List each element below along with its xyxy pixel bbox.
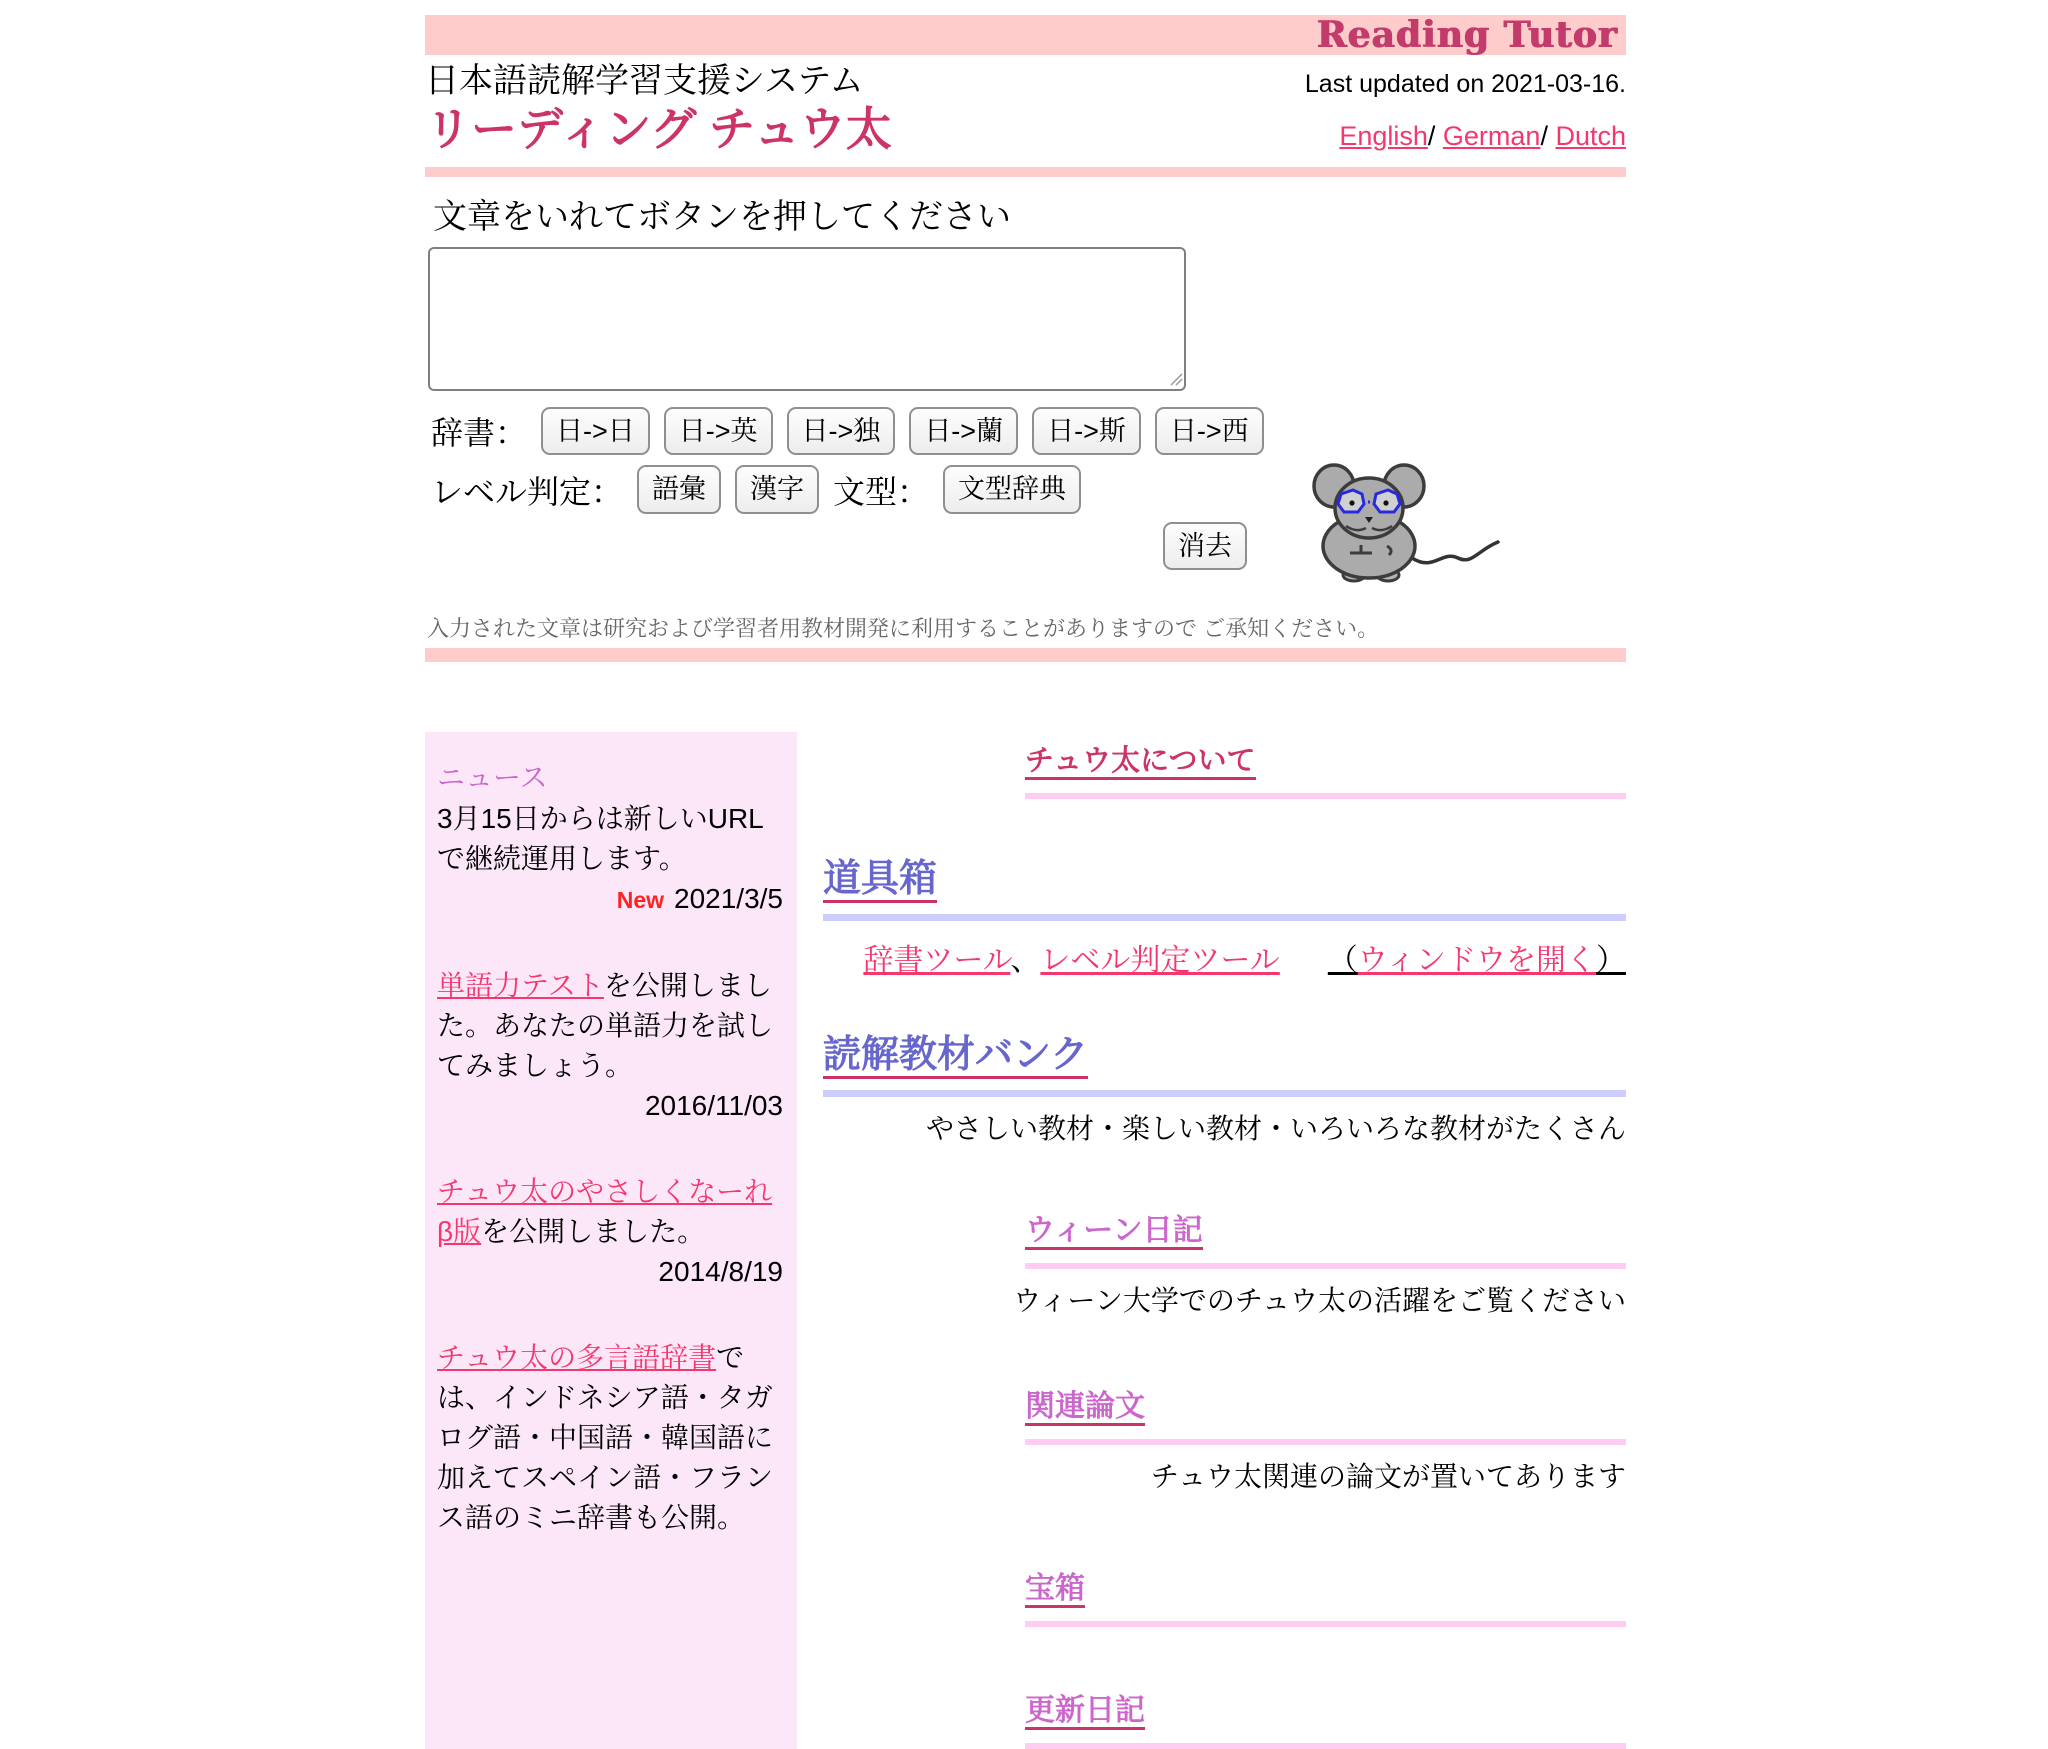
- form-instruction: 文章をいれてボタンを押してください: [433, 198, 1011, 236]
- pattern-dictionary-button[interactable]: 文型辞典: [943, 465, 1081, 513]
- rule-blue: [823, 1090, 1626, 1097]
- reading-bank-description: やさしい教材・楽しい教材・いろいろな教材がたくさん: [925, 1112, 1626, 1144]
- news-title: ニュース: [437, 761, 548, 793]
- news-date-row: [437, 879, 783, 920]
- header-row-2: [425, 104, 1626, 161]
- section-update-diary: [1025, 1685, 1626, 1729]
- header-row-1: [425, 61, 1626, 104]
- divider-bar-bottom: [425, 648, 1626, 662]
- lower-columns: [425, 732, 1626, 1749]
- rule-pink: [1025, 1263, 1626, 1269]
- usage-notice: 入力された文章は研究および学習者用教材開発に利用することがありますので ご承知ください。: [427, 615, 1380, 641]
- rule-pink: [1025, 793, 1626, 799]
- news-link-multilingual-dict[interactable]: チュウ太の多言語辞書: [437, 1341, 717, 1373]
- news-text: を公開しました。: [481, 1215, 706, 1247]
- main-links-column: [823, 732, 1626, 1749]
- dict-button-ja-de[interactable]: 日->独: [787, 407, 896, 455]
- vienna-diary-link[interactable]: ウィーン日記: [1025, 1214, 1203, 1250]
- level-button-kanji[interactable]: 漢字: [735, 465, 819, 513]
- header-bar: [425, 15, 1626, 55]
- paren-close: ）: [1596, 943, 1626, 977]
- vienna-diary-description: ウィーン大学でのチュウ太の活躍をご覧ください: [1013, 1284, 1626, 1316]
- paren-open: （: [1327, 943, 1358, 977]
- level-label: レベル判定：: [431, 473, 624, 510]
- news-sidebar: [425, 732, 797, 1749]
- pattern-label: 文型：: [833, 473, 930, 510]
- language-link-english[interactable]: English: [1339, 121, 1428, 151]
- news-item: [437, 1172, 783, 1292]
- open-window-link[interactable]: ウィンドウを開く: [1357, 943, 1596, 977]
- section-related-papers: [1025, 1381, 1626, 1425]
- news-text: 3月15日からは新しいURLで継続運用します。: [437, 802, 764, 874]
- dictionary-row: [431, 407, 1626, 455]
- rule-pink: [1025, 1621, 1626, 1627]
- news-date: 2016/11/03: [644, 1089, 783, 1121]
- related-papers-description: チュウ太関連の論文が置いてあります: [1150, 1460, 1626, 1492]
- rule-pink: [1025, 1439, 1626, 1445]
- language-switcher: [1339, 111, 1626, 161]
- language-separator: /: [1540, 121, 1556, 151]
- section-vienna-diary: [1025, 1205, 1626, 1249]
- rule-pink: [1025, 1743, 1626, 1749]
- related-papers-link[interactable]: 関連論文: [1025, 1390, 1145, 1426]
- news-item: [437, 1338, 783, 1538]
- dict-button-ja-es[interactable]: 日->西: [1155, 407, 1264, 455]
- language-separator: /: [1427, 121, 1443, 151]
- new-badge: New: [616, 886, 664, 913]
- section-treasure-box: [1025, 1563, 1626, 1607]
- text-input-wrapper: [428, 247, 1188, 391]
- section-reading-bank: [823, 1023, 1626, 1078]
- news-item: [437, 799, 783, 920]
- toolbox-link[interactable]: 道具箱: [823, 858, 937, 903]
- last-updated: Last updated on 2021-03-16.: [1304, 70, 1626, 98]
- clear-button[interactable]: 消去: [1163, 522, 1247, 570]
- dict-button-ja-sl[interactable]: 日->斯: [1032, 407, 1141, 455]
- system-title: 日本語読解学習支援システム: [425, 62, 864, 100]
- news-link-word-test[interactable]: 単語力テスト: [437, 969, 604, 1001]
- open-window-group: [1328, 944, 1626, 977]
- news-text: を公開しました。あなたの単語力を試してみましょう。: [437, 969, 774, 1081]
- page-title: リーディング チュウ太: [425, 103, 892, 155]
- news-date: 2014/8/19: [658, 1255, 783, 1287]
- news-link-yasashiku-beta[interactable]: チュウ太のやさしくなーれβ版: [437, 1175, 773, 1247]
- news-item: [437, 966, 783, 1126]
- about-chuta-link[interactable]: チュウ太について: [1025, 745, 1256, 780]
- dict-button-ja-ja[interactable]: 日->日: [541, 407, 650, 455]
- divider-bar: [425, 167, 1626, 177]
- level-button-vocabulary[interactable]: 語彙: [637, 465, 721, 513]
- mouse-mascot: [1294, 462, 1506, 582]
- rule-blue: [823, 914, 1626, 921]
- tools-separator: 、: [1010, 943, 1041, 977]
- content: [425, 0, 1626, 1749]
- update-diary-link[interactable]: 更新日記: [1025, 1694, 1145, 1730]
- reading-material-bank-link[interactable]: 読解教材バンク: [823, 1034, 1088, 1079]
- section-about: [1025, 738, 1626, 779]
- dict-button-ja-en[interactable]: 日->英: [664, 407, 773, 455]
- news-text: では、インドネシア語・タガログ語・中国語・韓国語に加えてスペイン語・フランス語のミニ辞書も公開。: [437, 1341, 774, 1533]
- language-link-german[interactable]: German: [1442, 121, 1541, 151]
- site-logo: Reading Tutor: [1316, 14, 1618, 56]
- section-toolbox: [823, 847, 1626, 902]
- language-link-dutch[interactable]: Dutch: [1555, 121, 1626, 151]
- resize-grip-icon[interactable]: [1169, 372, 1183, 386]
- dictionary-label: 辞書：: [431, 415, 528, 452]
- dictionary-tool-link[interactable]: 辞書ツール: [863, 943, 1011, 977]
- text-input[interactable]: [428, 247, 1186, 391]
- dict-button-ja-nl[interactable]: 日->蘭: [909, 407, 1018, 455]
- news-date: 2021/3/5: [674, 882, 783, 914]
- treasure-box-link[interactable]: 宝箱: [1025, 1572, 1085, 1608]
- toolbox-tools-row: [823, 935, 1626, 979]
- clear-row: [425, 522, 1626, 584]
- level-check-tool-link[interactable]: レベル判定ツール: [1040, 943, 1280, 977]
